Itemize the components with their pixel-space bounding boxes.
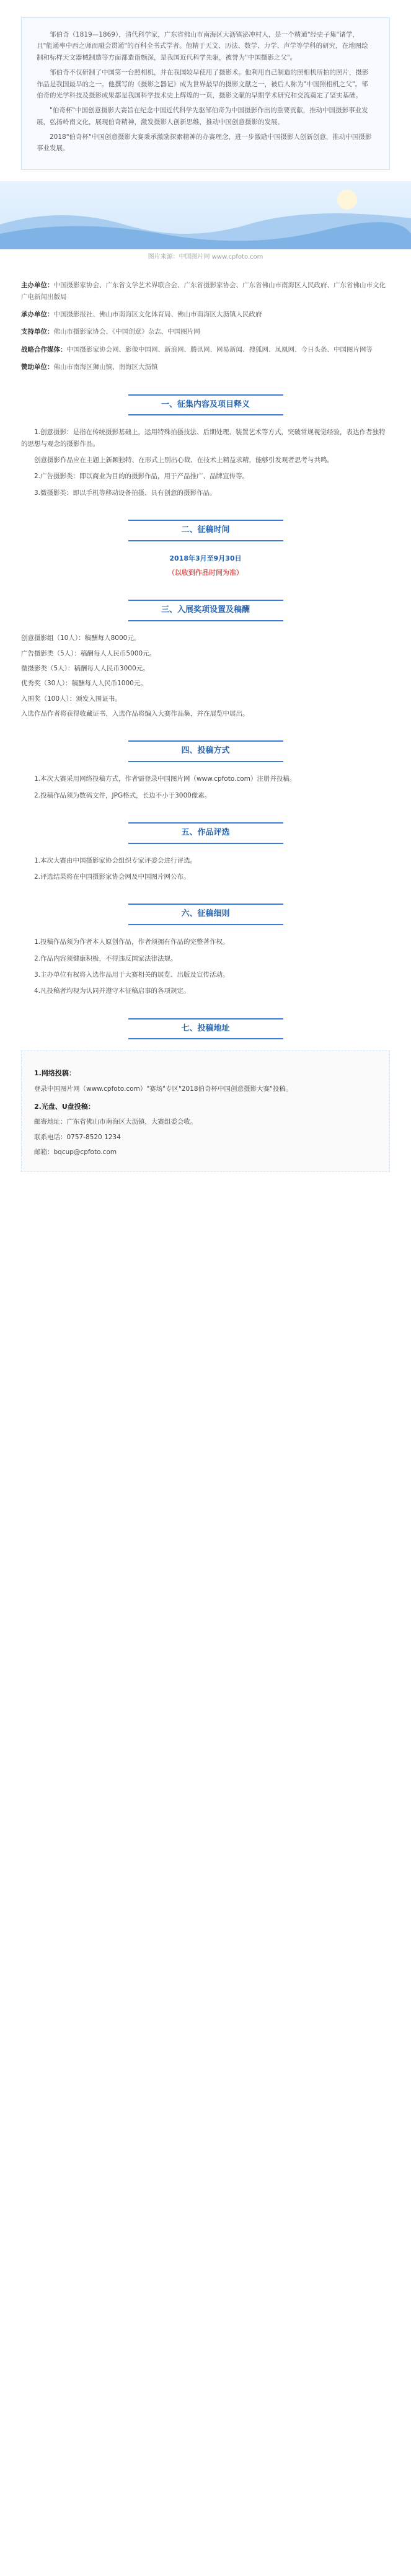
s4-para: 2.投稿作品须为数码文件，JPG格式，长边不小于3000像素。 (34, 791, 211, 799)
prize-item: 入围奖（100人）：颁发入围证书。 (21, 695, 122, 703)
s6-para: 1.投稿作品须为作者本人原创作品，作者须拥有作品的完整著作权。 (34, 938, 229, 946)
s5-para: 1.本次大赛由中国摄影家协会组织专家评委会进行评选。 (34, 856, 197, 864)
section-3-body (0, 633, 411, 719)
s6-para: 4.凡投稿者均视为认同并遵守本征稿启事的各项规定。 (34, 987, 190, 995)
s4-para: 1.本次大赛采用网络投稿方式，作者需登录中国图片网（www.cpfoto.com）注册并投稿。 (34, 775, 296, 783)
banner-image (0, 181, 411, 249)
section-title-4: 四、投稿方式 (128, 740, 283, 762)
meta-media: 战略合作媒体：中国摄影家协会网、影像中国网、新浪网、腾讯网、网易新闻、搜狐网、凤凰网、今日头条、中国图片网等 (21, 345, 373, 353)
contact-box (21, 1050, 390, 1172)
page (0, 17, 411, 1191)
contact-address: 邮寄地址：广东省佛山市南海区大沥镇，大赛组委会收。 (34, 1118, 197, 1126)
prize-item: 微摄影类（5人）：稿酬每人人民币3000元。 (21, 664, 149, 672)
section-title-5: 五、作品评选 (128, 822, 283, 844)
meta-host: 主办单位：中国摄影家协会、广东省文学艺术界联合会、广东省摄影家协会、广东省佛山市南海区人民政府、广东省佛山市文化广电新闻出版局 (21, 282, 386, 301)
meta-support: 支持单位：佛山市摄影家协会、《中国创意》杂志、中国图片网 (21, 328, 200, 336)
deadline-note: （以收到作品时间为准） (168, 569, 243, 577)
s5-para: 2.评选结果将在中国摄影家协会网及中国图片网公布。 (34, 873, 190, 881)
section-6-body (0, 936, 411, 997)
section-2-body (0, 553, 411, 579)
prize-item: 创意摄影组（10人）：稿酬每人8000元。 (21, 634, 141, 642)
s1-para: 1.创意摄影：是指在传统摄影基础上，运用特殊拍摄技法、后期处理、装置艺术等方式，突破常规视觉经验，表达作者独特的思想与观念的摄影作品。 (21, 429, 386, 448)
contact-heading-web: 1.网络投稿： (34, 1069, 76, 1078)
contact-heading-mail: 2.光盘、U盘投稿： (34, 1103, 95, 1111)
section-title-2: 二、征稿时间 (128, 520, 283, 541)
intro-paragraph-2: 邹伯奇不仅研制了中国第一台照相机，并在我国较早使用了摄影术。他利用自己制造的照相机所拍的照片，摄影作品是我国最早的之一。他撰写的《摄影之器记》成为世界最早的摄影文献之一，被后人称为"中国照相机之父"。邹伯奇的光学科技及摄影成果都是我国科学技术史上辉煌的一页，摄影文献的早期学术研究和交流奠定了坚实基础。 (37, 69, 369, 99)
intro-paragraph-1: 邹伯奇（1819—1869），清代科学家，广东省佛山市南海区大沥镇泌冲村人，是一个精通"经史子集"诸学，且"能通率中西之师而融会贯通"的百科全书式学者。他精于天文、历法、数学、力学、声学等学科的研究，在地图绘制和标样天文器械制造等方面都造诣颇深，是我国近代科学先驱，被誉为"中国摄影之父"。 (37, 31, 368, 61)
contact-web-text[interactable]: 登录中国图片网（www.cpfoto.com）"赛场"专区"2018伯奇杯中国创意摄影大赛"投稿。 (34, 1085, 293, 1093)
s1-para: 2.广告摄影类：即以商业为目的的摄影作品，用于产品推广、品牌宣传等。 (34, 473, 249, 481)
banner-caption: 图片来源：中国图片网 www.cpfoto.com (148, 253, 263, 260)
section-title-7: 七、投稿地址 (128, 1018, 283, 1040)
section-title-6: 六、征稿细则 (128, 904, 283, 925)
meta-block (0, 262, 411, 373)
section-1-body (0, 427, 411, 499)
contact-email[interactable]: 邮箱：bqcup@cpfoto.com (34, 1148, 117, 1156)
section-4-body (0, 773, 411, 801)
prize-item: 优秀奖（30人）：稿酬每人人民币1000元。 (21, 680, 147, 688)
s6-para: 3.主办单位有权将入选作品用于大赛相关的展览、出版及宣传活动。 (34, 970, 229, 979)
section-title-3: 三、入展奖项设置及稿酬 (128, 600, 283, 621)
meta-sponsor: 赞助单位：佛山市南海区狮山镇、南海区大沥镇 (21, 363, 158, 371)
s1-para: 3.微摄影类：即以手机等移动设备拍摄、具有创意的摄影作品。 (34, 489, 216, 497)
contact-phone: 联系电话：0757-8520 1234 (34, 1133, 121, 1141)
intro-paragraph-4: 2018"伯奇杯"中国创意摄影大赛秉承激励探索精神的办赛理念，进一步激励中国摄影人创新创意，推动中国摄影事业发展。 (37, 133, 372, 153)
intro-box (21, 17, 390, 170)
prize-note: 入选作品作者将获得收藏证书，入选作品将编入大赛作品集，并在展览中展出。 (21, 710, 249, 717)
deadline-date: 2018年3月至9月30日 (169, 554, 242, 562)
intro-paragraph-3: "伯奇杯"中国创意摄影大赛旨在纪念中国近代科学先驱邹伯奇为中国摄影作出的重要贡献，推动中国摄影事业发展，弘扬岭南文化，展现伯奇精神，激发摄影人创新思维，推动中国创意摄影的发展。 (37, 107, 368, 126)
prize-item: 广告摄影类（5人）：稿酬每人人民币5000元。 (21, 649, 156, 657)
s1-para: 创意摄影作品应在主题上新颖独特、在形式上别出心裁、在技术上精益求精，能够引发观者思考与共鸣。 (34, 456, 334, 464)
section-5-body (0, 855, 411, 883)
meta-organizer: 承办单位：中国摄影报社、佛山市南海区文化体育局、佛山市南海区大沥镇人民政府 (21, 311, 262, 318)
section-title-1: 一、征集内容及项目释义 (128, 394, 283, 416)
s6-para: 2.作品内容须健康积极，不得违反国家法律法规。 (34, 954, 177, 962)
